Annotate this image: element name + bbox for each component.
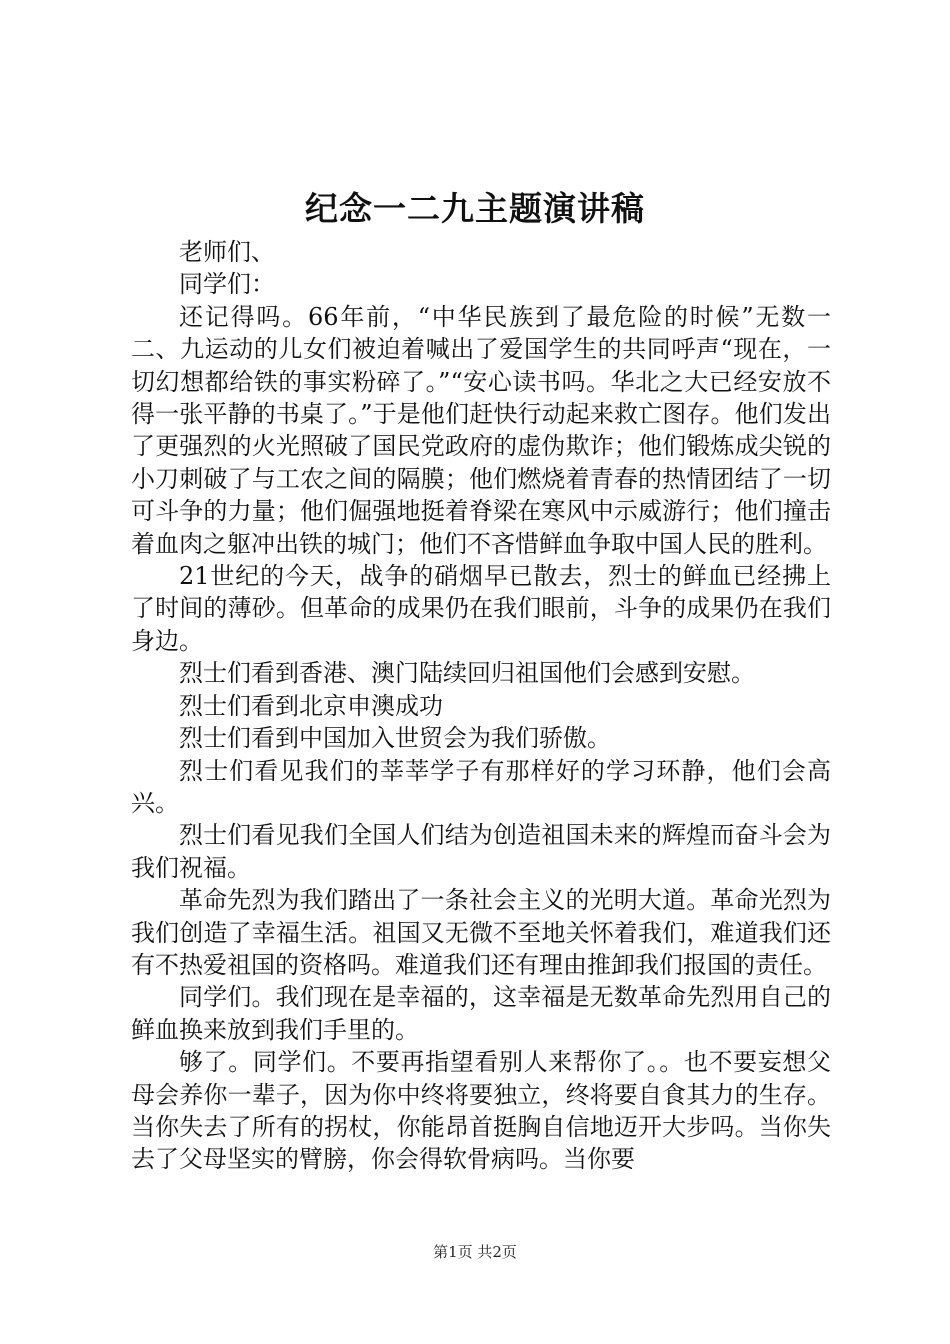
paragraph-salutation-students: 同学们： bbox=[179, 270, 275, 299]
paragraph: 烈士们看到香港、澳门陆续回归祖国他们会感到安慰。 bbox=[179, 659, 755, 688]
page-footer: 第1页 共2页 bbox=[433, 1243, 517, 1261]
paragraph: 21世纪的今天，战争的硝烟早已散去，烈士的鲜血已经拂上了时间的薄砂。但革命的成果仍在我们眼前，斗争的成果仍在我们身边。 bbox=[131, 562, 831, 655]
paragraph: 烈士们看见我们全国人们结为创造祖国未来的辉煌而奋斗会为我们祝福。 bbox=[131, 821, 831, 882]
speech-body bbox=[131, 236, 831, 1176]
page-title: 纪念一二九主题演讲稿 bbox=[305, 189, 645, 228]
paragraph: 还记得吗。66年前，“中华民族到了最危险的时候”无数一二、九运动的儿女们被迫着喊出了爱国学生的共同呼声“现在，一切幻想都给铁的事实粉碎了。”“安心读书吗。华北之大已经安放不得一张平静的书桌了。”于是他们赶快行动起来救亡图存。他们发出了更强烈的火光照破了国民党政府的虚伪欺诈；他们锻炼成尖锐的小刀刺破了与工农之间的隔膜；他们燃烧着青春的热情团结了一切可斗争的力量；他们倔强地挺着脊梁在寒风中示威游行；他们撞击着血肉之躯冲出铁的城门；他们不吝惜鲜血争取中国人民的胜利。 bbox=[131, 302, 831, 558]
paragraph: 烈士们看到北京申澳成功 bbox=[179, 691, 443, 720]
paragraph: 同学们。我们现在是幸福的，这幸福是无数革命先烈用自己的鲜血换来放到我们手里的。 bbox=[131, 983, 831, 1044]
paragraph: 烈士们看见我们的莘莘学子有那样好的学习环静，他们会高兴。 bbox=[131, 756, 831, 817]
paragraph: 够了。同学们。不要再指望看别人来帮你了。。也不要妄想父母会养你一辈子，因为你中终将要独立，终将要自食其力的生存。当你失去了所有的拐杖，你能昂首挺胸自信地迈开大步吗。当你失去了父母坚实的臂膀，你会得软骨病吗。当你要 bbox=[131, 1048, 831, 1174]
paragraph: 革命先烈为我们踏出了一条社会主义的光明大道。革命光烈为我们创造了幸福生活。祖国又无微不至地关怀着我们，难道我们还有不热爱祖国的资格吗。难道我们还有理由推卸我们报国的责任。 bbox=[131, 886, 831, 979]
paragraph-salutation-teachers: 老师们、 bbox=[179, 238, 275, 266]
paragraph: 烈士们看到中国加入世贸会为我们骄傲。 bbox=[179, 724, 611, 753]
